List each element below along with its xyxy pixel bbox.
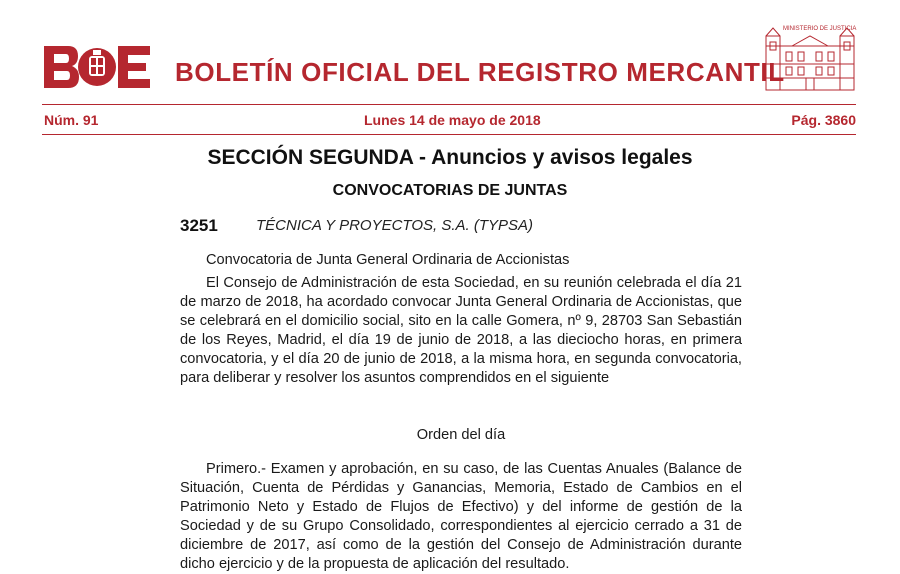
ministry-label: MINISTERIO DE JUSTICIA <box>783 26 857 32</box>
header-divider-top <box>42 104 856 105</box>
agenda-item-1: Primero.- Examen y aprobación, en su caso, de las Cuentas Anuales (Balance de Situación, Cuenta de Pérdidas y Ganancias, Memoria, Estado de Cambios en el Patrimonio Neto y Estado de Flujos de Efectivo) y del informe de gestión de la Sociedad y de su Grupo Consolidado, correspondientes al ejercicio cerrado a 31 de diciembre de 2017, así como de la gestión del Consejo de Administración durante dicho ejercicio y de la propuesta de aplicación del resultado. <box>180 461 742 572</box>
page-number: Pág. 3860 <box>791 112 856 128</box>
announcement-company: TÉCNICA Y PROYECTOS, S.A. (TYPSA) <box>256 217 534 234</box>
issue-number: Núm. 91 <box>44 112 99 128</box>
issue-date: Lunes 14 de mayo de 2018 <box>364 112 541 128</box>
ministry-of-justice-emblem <box>762 24 858 94</box>
announcement-body: El Consejo de Administración de esta Sociedad, en su reunión celebrada el día 21 de marzo de 2018, ha acordado convocar Junta General Ordinaria de Accionistas, que se celebrará en el domicilio social, sito en la calle Gomera, nº 9, 28703 San Sebastián de los Reyes, Madrid, el día 19 de junio de 2018, a las dieciocho horas, en primera convocatoria, y el día 20 de junio de 2018, a la misma hora, en segunda convocatoria, para deliberar y resolver los asuntos comprendidos en el siguiente <box>180 275 742 386</box>
announcement-heading: Convocatoria de Junta General Ordinaria de Accionistas <box>206 252 570 268</box>
section-title: SECCIÓN SEGUNDA - Anuncios y avisos legales <box>207 146 693 169</box>
agenda-heading: Orden del día <box>416 427 506 443</box>
subsection-title: CONVOCATORIAS DE JUNTAS <box>332 182 568 199</box>
announcement-number: 3251 <box>180 216 218 235</box>
boe-logo <box>42 44 152 90</box>
header-divider-bottom <box>42 134 856 135</box>
bulletin-title: BOLETÍN OFICIAL DEL REGISTRO MERCANTIL <box>175 57 785 87</box>
